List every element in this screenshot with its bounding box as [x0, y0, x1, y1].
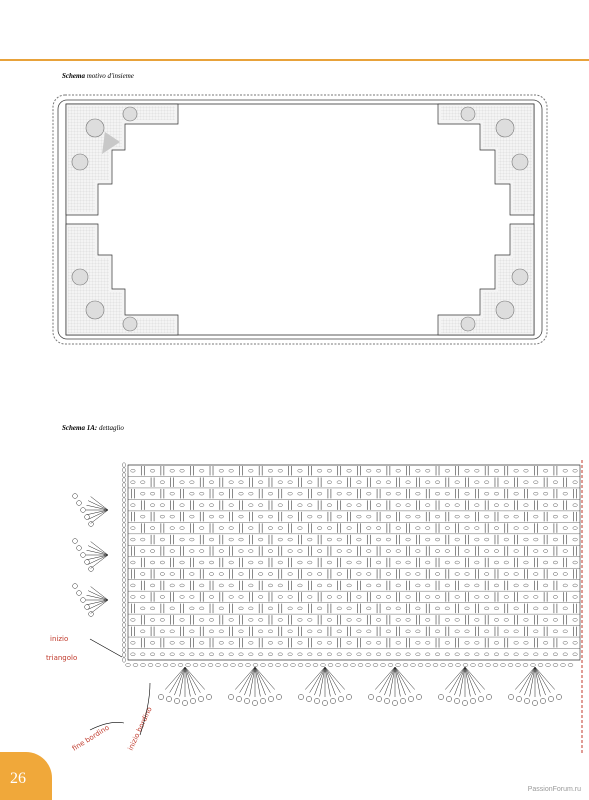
overview-diagram: [50, 92, 550, 347]
overview-caption-text: motivo d'insieme: [86, 72, 134, 80]
label-inizio-bordino: inizio bordino: [126, 705, 154, 752]
corner-motif-bottom-right: [438, 224, 534, 335]
stitch-grid: [128, 465, 580, 660]
label-fine-bordino: fine bordino: [70, 723, 111, 753]
label-triangolo: triangolo: [46, 654, 78, 662]
corner-motif-top-left: [66, 104, 178, 215]
label-inizio: inizio: [50, 635, 69, 643]
page-number: 26: [10, 770, 26, 787]
corner-motif-bottom-left: [66, 224, 178, 335]
detail-caption-bold: Schema 1A:: [62, 424, 98, 432]
watermark: PassionForum.ru: [527, 786, 581, 793]
overview-caption-bold: Schema: [62, 72, 85, 80]
header-rule: [0, 59, 589, 61]
corner-motif-top-right: [438, 104, 534, 215]
overview-caption: [62, 72, 134, 80]
detail-chart: [46, 455, 589, 760]
bottom-edging: [126, 664, 573, 706]
detail-caption-text: dettaglio: [98, 424, 124, 432]
page-badge: [0, 752, 52, 800]
left-edging: [73, 463, 126, 662]
detail-caption: [62, 424, 124, 432]
